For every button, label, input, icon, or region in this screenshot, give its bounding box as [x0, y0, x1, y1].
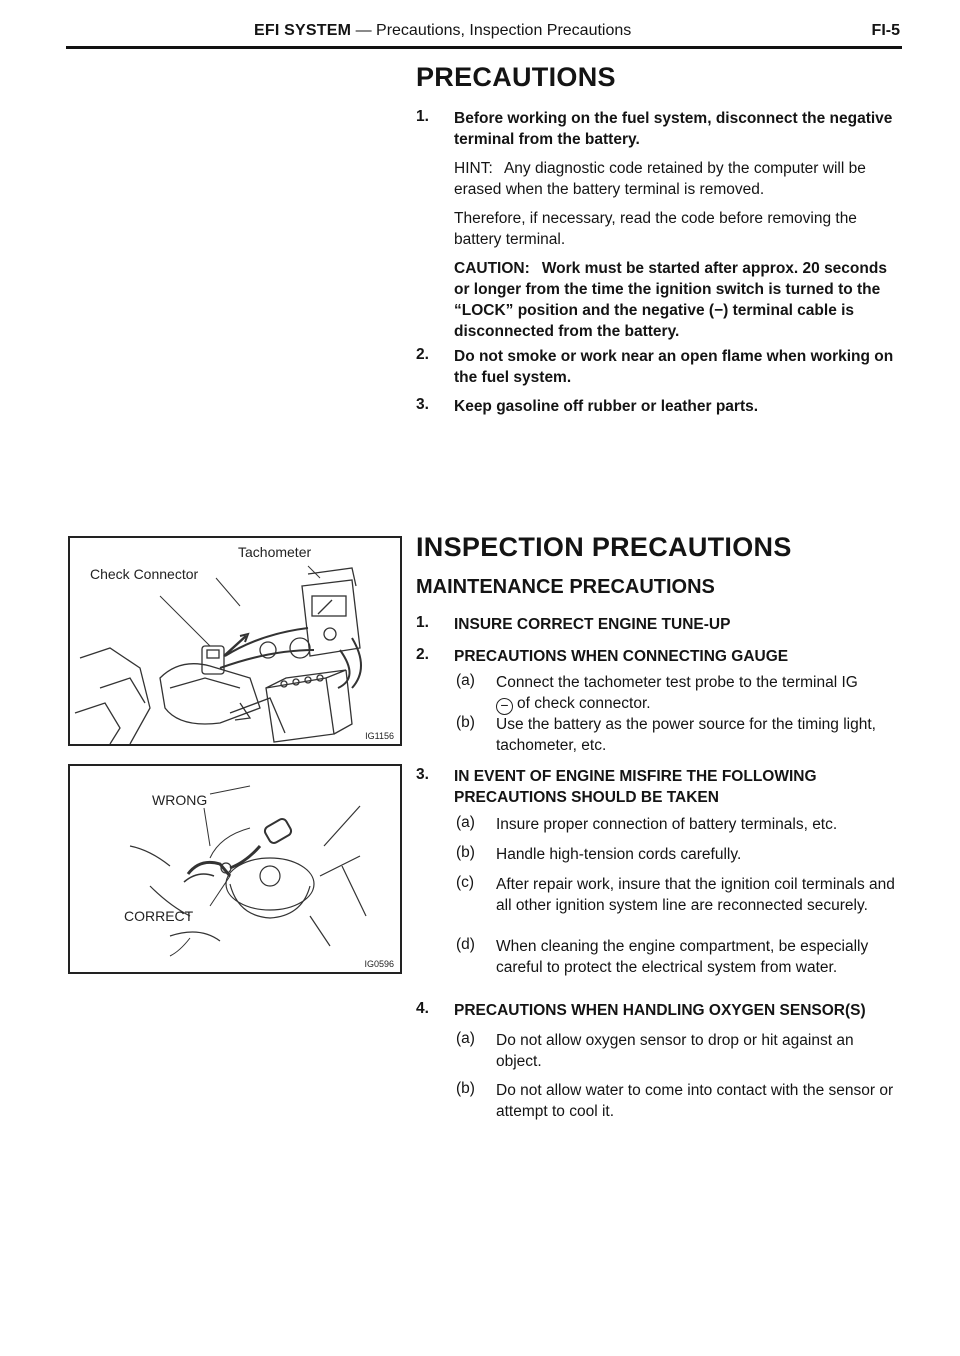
check-connector-label: Check Connector — [90, 566, 199, 582]
precaution-1-number: 1. — [416, 108, 429, 125]
section-3c-letter: (c) — [456, 874, 475, 891]
precautions-title: PRECAUTIONS — [416, 62, 616, 92]
maintenance-subtitle: MAINTENANCE PRECAUTIONS — [416, 576, 715, 598]
section-3b-letter: (b) — [456, 844, 475, 861]
section-2b-letter: (b) — [456, 714, 475, 731]
precaution-2-number: 2. — [416, 346, 429, 363]
section-2-number: 2. — [416, 646, 429, 663]
tachometer-figure — [68, 536, 402, 746]
header-section: EFI SYSTEM — [254, 22, 352, 39]
precaution-3-text: Keep gasoline off rubber or leather parts. — [454, 398, 759, 415]
inspection-title: INSPECTION PRECAUTIONS — [416, 532, 792, 562]
section-4a-text: Do not allow oxygen sensor to drop or hit against an object. — [496, 1032, 854, 1070]
section-3-title: IN EVENT OF ENGINE MISFIRE THE FOLLOWING PRECAUTIONS SHOULD BE TAKEN — [454, 768, 817, 806]
section-4-title: PRECAUTIONS WHEN HANDLING OXYGEN SENSOR(S) — [454, 1002, 866, 1019]
section-4-number: 4. — [416, 1000, 429, 1017]
figure-2-code: IG0596 — [364, 959, 394, 969]
correct-label: CORRECT — [124, 908, 194, 924]
precaution-1-text: Before working on the fuel system, disconnect the negative terminal from the battery. — [454, 110, 893, 148]
section-1-number: 1. — [416, 614, 429, 631]
section-2a-text — [496, 672, 900, 715]
precaution-1-caution: CAUTION: Work must be started after approx. 20 seconds or longer from the time the ignition switch is turned to the “LOCK” position and the negative (−) terminal cable is disconnected from the battery. — [454, 260, 887, 340]
section-3b-text: Handle high-tension cords carefully. — [496, 846, 742, 863]
plug-cord-illustration — [70, 766, 400, 972]
tachometer-label: Tachometer — [238, 544, 312, 560]
page-header — [66, 20, 902, 49]
precaution-2-text: Do not smoke or work near an open flame when working on the fuel system. — [454, 348, 894, 386]
precaution-1-hint: HINT: Any diagnostic code retained by the computer will be erased when the battery terminal is removed. — [454, 160, 866, 198]
section-3a-text: Insure proper connection of battery terminals, etc. — [496, 816, 838, 833]
section-2b-text: Use the battery as the power source for the timing light, tachometer, etc. — [496, 716, 876, 754]
header-subtitle: — Precautions, Inspection Precautions — [351, 22, 632, 39]
section-2a-line2: of check connector. — [517, 695, 651, 712]
section-2a-line1: Connect the tachometer test probe to the terminal IG — [496, 674, 858, 691]
section-1-title: INSURE CORRECT ENGINE TUNE-UP — [454, 616, 731, 633]
section-3a-letter: (a) — [456, 814, 475, 831]
spark-plug-cord-figure — [68, 764, 402, 974]
section-2a-letter: (a) — [456, 672, 475, 689]
section-3c-text: After repair work, insure that the ignition coil terminals and all other ignition system line are reconnected securely. — [496, 876, 895, 914]
precaution-1-note: Therefore, if necessary, read the code before removing the battery terminal. — [454, 210, 857, 248]
precaution-3-number: 3. — [416, 396, 429, 413]
figure-1-code: IG1156 — [365, 731, 394, 741]
section-3-number: 3. — [416, 766, 429, 783]
section-4a-letter: (a) — [456, 1030, 475, 1047]
header-title — [254, 22, 631, 40]
section-4b-letter: (b) — [456, 1080, 475, 1097]
section-2-title: PRECAUTIONS WHEN CONNECTING GAUGE — [454, 648, 789, 665]
wrong-label: WRONG — [152, 792, 208, 808]
section-3d-letter: (d) — [456, 936, 475, 953]
section-4b-text: Do not allow water to come into contact with the sensor or attempt to cool it. — [496, 1082, 894, 1120]
negative-terminal-icon: − — [496, 698, 513, 715]
section-3d-text: When cleaning the engine compartment, be especially careful to protect the electrical system from water. — [496, 938, 869, 976]
page-number: FI-5 — [871, 22, 900, 39]
